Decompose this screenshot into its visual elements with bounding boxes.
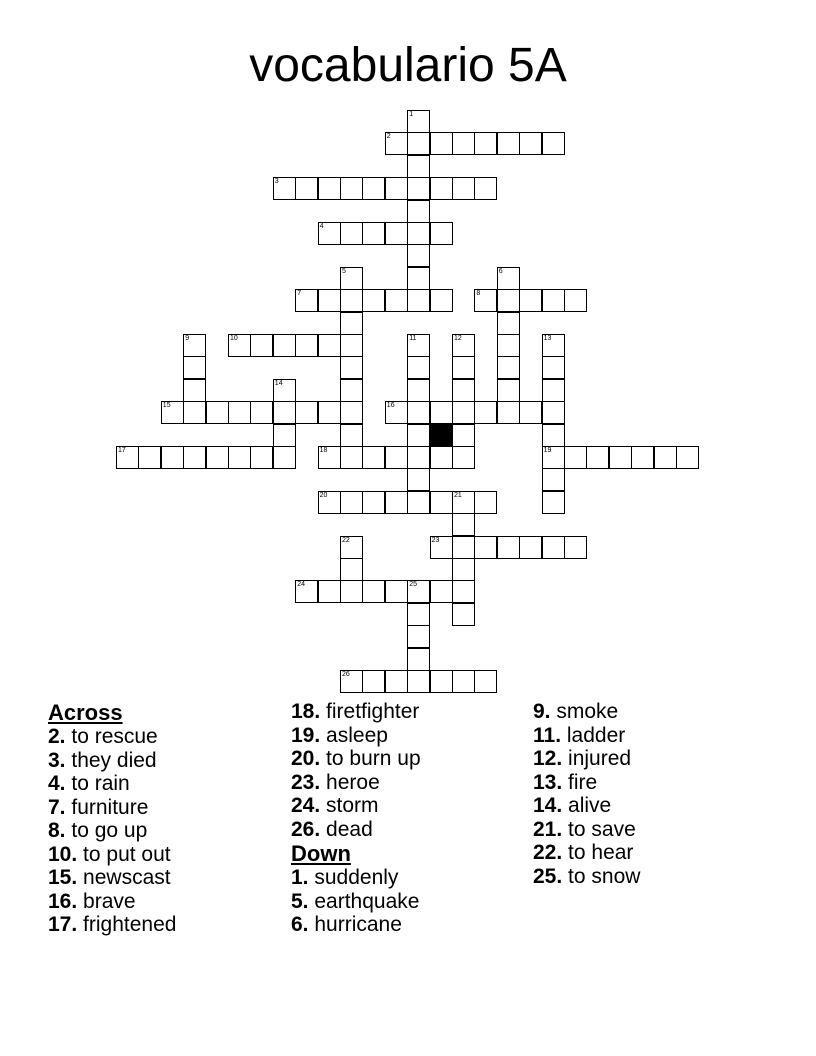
grid-cell[interactable]	[340, 379, 363, 402]
grid-cell[interactable]	[519, 132, 542, 155]
grid-cell[interactable]	[340, 670, 363, 693]
grid-cell[interactable]	[452, 580, 475, 603]
grid-cell[interactable]	[318, 401, 341, 424]
clue-across-15: 15. newscast	[48, 866, 171, 889]
clue-across-19: 19. asleep	[291, 723, 388, 747]
grid-cell[interactable]	[474, 177, 497, 200]
grid-cell[interactable]	[430, 177, 453, 200]
clue-across-18: 18. firetfighter	[291, 700, 420, 723]
puzzle-title: vocabulario 5A	[249, 39, 567, 92]
grid-cell[interactable]	[452, 401, 475, 424]
grid-cell[interactable]	[161, 401, 184, 424]
grid-cell[interactable]	[654, 446, 677, 469]
cell-number: 25	[409, 581, 417, 589]
grid-cell[interactable]	[407, 603, 430, 626]
cell-number: 22	[342, 536, 350, 544]
grid-cell[interactable]	[362, 289, 385, 312]
grid-cell[interactable]	[497, 132, 520, 155]
grid-cell[interactable]	[362, 580, 385, 603]
grid-cell[interactable]	[295, 401, 318, 424]
grid-cell[interactable]	[542, 379, 565, 402]
grid-cell[interactable]	[362, 670, 385, 693]
clue-down-1: 1. suddenly	[291, 866, 399, 889]
clue-across-23: 23. heroe	[291, 770, 380, 794]
grid-cell[interactable]	[407, 670, 430, 693]
grid-cell[interactable]	[362, 177, 385, 200]
black-square	[430, 424, 453, 447]
grid-cell[interactable]	[385, 177, 408, 200]
grid-cell[interactable]	[407, 468, 430, 491]
grid-cell[interactable]	[407, 267, 430, 290]
grid-cell[interactable]	[340, 334, 363, 357]
grid-cell[interactable]	[497, 334, 520, 357]
grid-cell[interactable]	[183, 401, 206, 424]
grid-cell[interactable]	[407, 401, 430, 424]
grid-cell[interactable]	[430, 401, 453, 424]
grid-cell[interactable]	[542, 446, 565, 469]
grid-cell[interactable]	[586, 446, 609, 469]
grid-cell[interactable]	[318, 446, 341, 469]
grid-cell[interactable]	[318, 491, 341, 514]
grid-cell[interactable]	[631, 446, 654, 469]
cell-number: 11	[409, 335, 417, 342]
grid-cell[interactable]	[318, 289, 341, 312]
grid-cell[interactable]	[452, 670, 475, 693]
grid-cell[interactable]	[183, 356, 206, 379]
grid-cell[interactable]	[407, 379, 430, 402]
grid-cell[interactable]	[407, 625, 430, 648]
cell-number: 19	[543, 447, 552, 454]
grid-cell[interactable]	[430, 132, 453, 155]
grid-cell[interactable]	[452, 491, 475, 514]
grid-cell[interactable]	[161, 446, 184, 469]
clue-down-12: 12. injured	[533, 747, 632, 770]
grid-cell[interactable]	[385, 580, 408, 603]
cell-number: 7	[297, 290, 302, 298]
grid-cell[interactable]	[340, 491, 363, 514]
cell-number: 2	[386, 133, 391, 141]
clue-across-10: 10. to put out	[48, 842, 171, 866]
cell-number: 8	[476, 290, 481, 298]
grid-cell[interactable]	[340, 424, 363, 447]
clue-column-3	[533, 700, 640, 888]
grid-cell[interactable]	[430, 222, 453, 245]
grid-cell[interactable]	[295, 177, 318, 200]
grid-cell[interactable]	[407, 446, 430, 469]
grid-cell[interactable]	[340, 312, 363, 335]
grid-cell[interactable]	[183, 379, 206, 402]
grid-cell[interactable]	[340, 222, 363, 245]
grid-cell[interactable]	[318, 334, 341, 357]
grid-cell[interactable]	[340, 558, 363, 581]
grid-cell[interactable]	[273, 379, 296, 402]
cell-number: 10	[230, 335, 238, 342]
grid-cell[interactable]	[228, 334, 251, 357]
cell-number: 13	[543, 335, 552, 342]
grid-cell[interactable]	[385, 289, 408, 312]
grid-cell[interactable]	[295, 580, 318, 603]
clue-across-16: 16. brave	[48, 889, 136, 913]
clue-across-17: 17. frightened	[48, 913, 177, 936]
cell-number: 14	[274, 379, 283, 387]
grid-cell[interactable]	[340, 446, 363, 469]
grid-cell[interactable]	[676, 446, 699, 469]
grid-cell[interactable]	[385, 132, 408, 155]
cell-number: 26	[342, 671, 350, 678]
grid-cell[interactable]	[497, 312, 520, 335]
grid-cell[interactable]	[340, 356, 363, 379]
grid-cell[interactable]	[340, 580, 363, 603]
clue-column-1	[48, 700, 176, 937]
clue-across-26: 26. dead	[291, 817, 373, 841]
grid-cell[interactable]	[385, 446, 408, 469]
grid-cell[interactable]	[497, 267, 520, 290]
clue-down-5: 5. earthquake	[291, 889, 420, 913]
grid-cell[interactable]	[474, 670, 497, 693]
grid-cell[interactable]	[452, 536, 475, 559]
grid-cell[interactable]	[430, 491, 453, 514]
grid-cell[interactable]	[407, 222, 430, 245]
grid-cell[interactable]	[474, 401, 497, 424]
grid-cell[interactable]	[273, 401, 296, 424]
grid-cell[interactable]	[452, 603, 475, 626]
clue-across-8: 8. to go up	[48, 819, 148, 842]
clue-down-25: 25. to snow	[533, 864, 641, 888]
grid-cell[interactable]	[407, 132, 430, 155]
grid-cell[interactable]	[340, 267, 363, 290]
clue-across-4: 4. to rain	[48, 772, 130, 795]
grid-cell[interactable]	[452, 356, 475, 379]
grid-cell[interactable]	[407, 177, 430, 200]
cell-number: 5	[342, 267, 346, 275]
grid-cell[interactable]	[452, 424, 475, 447]
grid-cell[interactable]	[609, 446, 632, 469]
grid-cell[interactable]	[295, 334, 318, 357]
grid-cell[interactable]	[407, 110, 430, 133]
clue-down-11: 11. ladder	[533, 723, 626, 747]
grid-cell[interactable]	[542, 401, 565, 424]
grid-cell[interactable]	[250, 446, 273, 469]
grid-cell[interactable]	[519, 401, 542, 424]
clue-down-9: 9. smoke	[533, 700, 619, 723]
grid-cell[interactable]	[474, 132, 497, 155]
grid-cell[interactable]	[407, 200, 430, 223]
clue-across-2: 2. to rescue	[48, 725, 158, 748]
grid-cell[interactable]	[407, 244, 430, 267]
clue-across-24: 24. storm	[291, 794, 379, 817]
grid-cell[interactable]	[183, 446, 206, 469]
grid-cell[interactable]	[407, 491, 430, 514]
grid-cell[interactable]	[452, 177, 475, 200]
grid-cell[interactable]	[452, 334, 475, 357]
grid-cell[interactable]	[430, 446, 453, 469]
clue-down-14: 14. alive	[533, 794, 612, 817]
grid-cell[interactable]	[340, 401, 363, 424]
grid-cell[interactable]	[340, 177, 363, 200]
cell-number: 18	[319, 447, 328, 454]
grid-cell[interactable]	[542, 468, 565, 491]
grid-cell[interactable]	[474, 491, 497, 514]
grid-cell[interactable]	[497, 401, 520, 424]
grid-cell[interactable]	[138, 446, 161, 469]
grid-cell[interactable]	[250, 401, 273, 424]
cell-number: 20	[319, 491, 328, 499]
grid-cell[interactable]	[206, 446, 229, 469]
clue-across-20: 20. to burn up	[291, 747, 421, 770]
clue-down-21: 21. to save	[533, 817, 636, 841]
cell-number: 1	[409, 111, 414, 118]
grid-cell[interactable]	[542, 356, 565, 379]
cell-number: 12	[454, 335, 462, 342]
grid-cell[interactable]	[273, 177, 296, 200]
grid-cell[interactable]	[452, 558, 475, 581]
grid-cell[interactable]	[564, 289, 587, 312]
grid-cell[interactable]	[407, 356, 430, 379]
grid-cell[interactable]	[452, 513, 475, 536]
grid-cell[interactable]	[362, 222, 385, 245]
cell-number: 23	[431, 536, 440, 544]
grid-cell[interactable]	[340, 289, 363, 312]
grid-cell[interactable]	[318, 580, 341, 603]
grid-cell[interactable]	[183, 334, 206, 357]
grid-cell[interactable]	[474, 536, 497, 559]
across-header: Across	[48, 700, 123, 725]
grid-cell[interactable]	[273, 334, 296, 357]
cell-number: 17	[118, 447, 126, 454]
grid-cell[interactable]	[385, 491, 408, 514]
clue-down-22: 22. to hear	[533, 841, 634, 864]
grid-cell[interactable]	[385, 401, 408, 424]
grid-cell[interactable]	[542, 289, 565, 312]
grid-cell[interactable]	[228, 446, 251, 469]
grid-cell[interactable]	[542, 424, 565, 447]
grid-cell[interactable]	[542, 536, 565, 559]
grid-cell[interactable]	[452, 132, 475, 155]
grid-cell[interactable]	[519, 289, 542, 312]
clue-across-3: 3. they died	[48, 748, 157, 772]
grid-cell[interactable]	[250, 334, 273, 357]
grid-cell[interactable]	[295, 289, 318, 312]
grid-cell[interactable]	[564, 446, 587, 469]
grid-cell[interactable]	[542, 132, 565, 155]
grid-cell[interactable]	[407, 648, 430, 671]
grid-cell[interactable]	[407, 155, 430, 178]
grid-cell[interactable]	[273, 424, 296, 447]
cell-number: 21	[454, 491, 462, 499]
cell-number: 24	[297, 581, 305, 589]
down-header: Down	[291, 841, 351, 866]
grid-cell[interactable]	[385, 670, 408, 693]
grid-cell[interactable]	[497, 289, 520, 312]
clue-down-13: 13. fire	[533, 770, 598, 794]
grid-cell[interactable]	[340, 536, 363, 559]
grid-cell[interactable]	[497, 356, 520, 379]
grid-cell[interactable]	[430, 580, 453, 603]
grid-cell[interactable]	[497, 536, 520, 559]
grid-cell[interactable]	[206, 401, 229, 424]
grid-cell[interactable]	[519, 536, 542, 559]
grid-cell[interactable]	[497, 379, 520, 402]
grid-cell[interactable]	[318, 177, 341, 200]
grid-cell[interactable]	[318, 222, 341, 245]
grid-cell[interactable]	[407, 424, 430, 447]
grid-cell[interactable]	[564, 536, 587, 559]
cell-number: 9	[185, 335, 190, 342]
grid-cell[interactable]	[542, 334, 565, 357]
clue-column-2	[291, 700, 421, 937]
grid-cell[interactable]	[452, 379, 475, 402]
cell-number: 6	[498, 267, 503, 275]
clue-across-7: 7. furniture	[48, 795, 149, 819]
grid-cell[interactable]	[116, 446, 139, 469]
grid-cell[interactable]	[407, 289, 430, 312]
grid-cell[interactable]	[474, 289, 497, 312]
grid-cell[interactable]	[452, 446, 475, 469]
grid-cell[interactable]	[542, 491, 565, 514]
cell-number: 16	[386, 402, 395, 410]
grid-cell[interactable]	[430, 289, 453, 312]
cell-number: 4	[319, 223, 324, 230]
grid-cell[interactable]	[362, 491, 385, 514]
grid-cell[interactable]	[430, 670, 453, 693]
grid-cell[interactable]	[430, 536, 453, 559]
clue-down-6: 6. hurricane	[291, 913, 402, 936]
cell-number: 15	[162, 402, 171, 410]
grid-cell[interactable]	[407, 334, 430, 357]
grid-cell[interactable]	[362, 446, 385, 469]
grid-cell[interactable]	[385, 222, 408, 245]
grid-cell[interactable]	[228, 401, 251, 424]
cell-number: 3	[274, 178, 279, 186]
grid-cell[interactable]	[407, 580, 430, 603]
grid-cell[interactable]	[273, 446, 296, 469]
